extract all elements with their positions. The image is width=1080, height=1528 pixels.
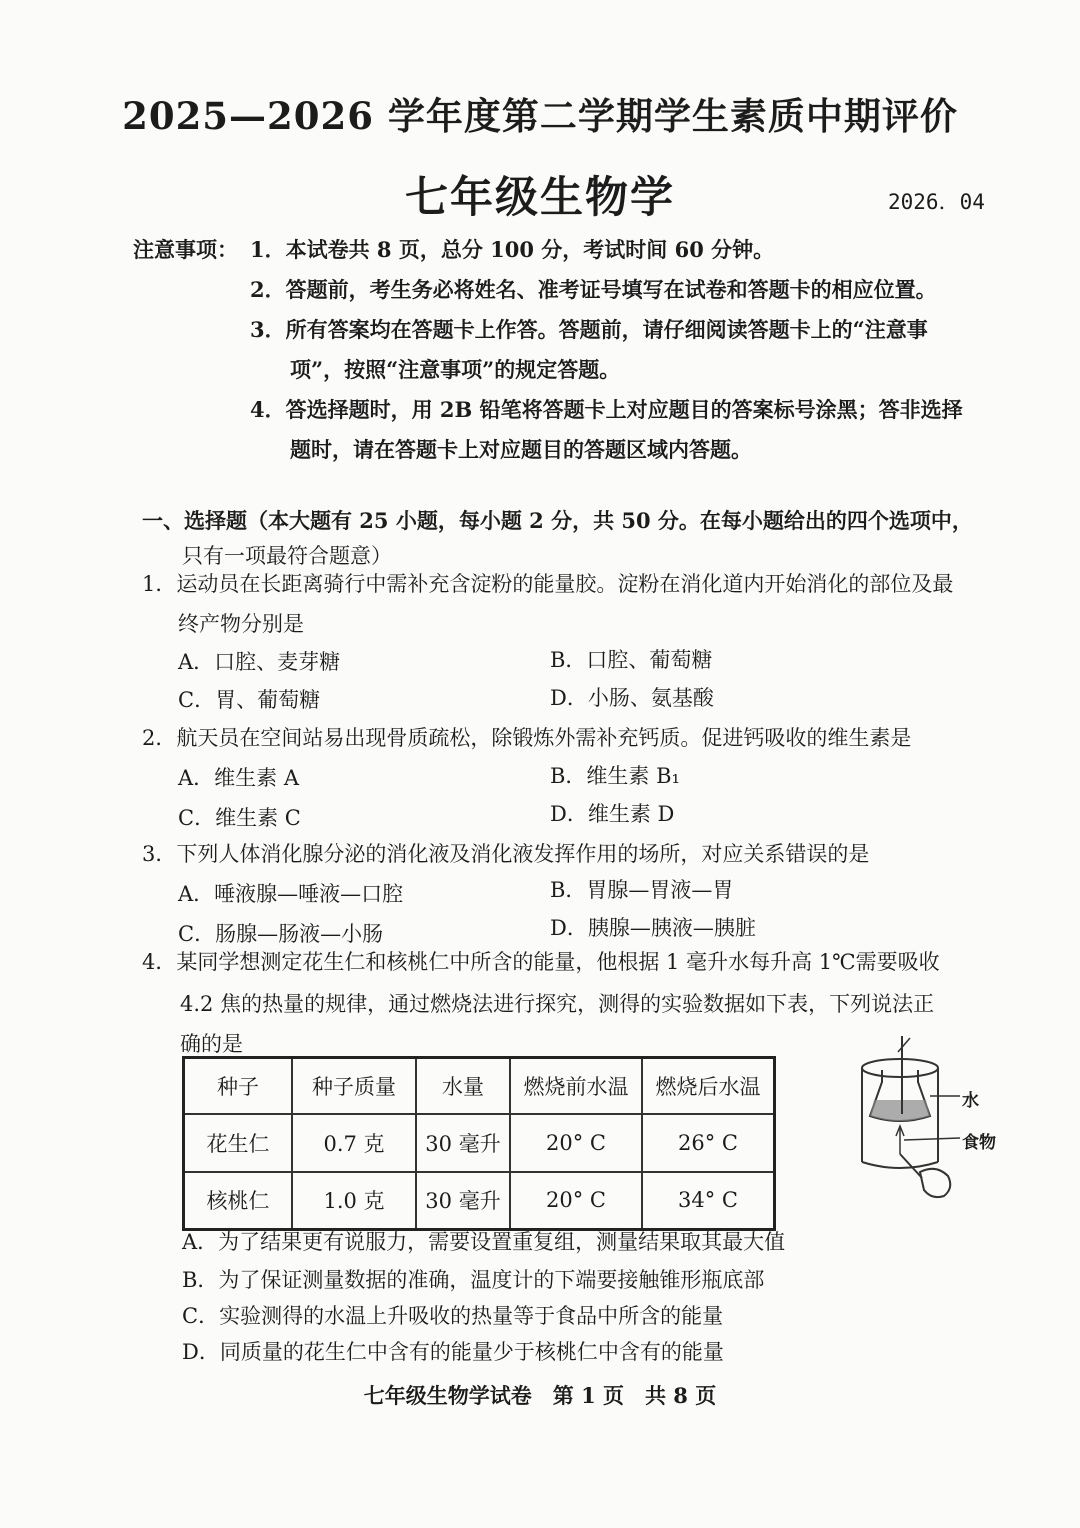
note-item-3-cont: 项”，按照“注意事项”的规定答题。 <box>290 357 621 382</box>
data-table <box>182 1056 776 1231</box>
table-cell: 30 毫升 <box>416 1172 510 1230</box>
section-heading-line2: 只有一项最符合题意） <box>182 544 392 568</box>
question-4-line2: 4.2 焦的热量的规律，通过燃烧法进行探究，测得的实验数据如下表，下列说法正 <box>180 992 935 1016</box>
table-cell: 核桃仁 <box>184 1172 293 1230</box>
exam-title: 2025—2026 学年度第二学期学生素质中期评价 <box>122 94 958 138</box>
burning-experiment-figure <box>840 1030 1020 1210</box>
exam-date: 2026．04 <box>888 190 985 214</box>
question-1-option-c: C．胃、葡萄糖 <box>178 688 321 712</box>
notes-label: 注意事项： <box>133 237 238 262</box>
question-3-option-a: A．唾液腺—唾液—口腔 <box>178 882 404 906</box>
question-2-option-d: D．维生素 D <box>550 802 675 826</box>
question-1-option-b: B．口腔、葡萄糖 <box>550 648 713 672</box>
question-4-option-c: C．实验测得的水温上升吸收的热量等于食品中所含的能量 <box>182 1304 724 1328</box>
table-cell: 30 毫升 <box>416 1114 510 1172</box>
figure-label-food: 食物 <box>962 1133 996 1153</box>
question-4-line3: 确的是 <box>180 1032 243 1056</box>
table-cell: 26° C <box>642 1114 775 1172</box>
question-1-line1: 1．运动员在长距离骑行中需补充含淀粉的能量胶。淀粉在消化道内开始消化的部位及最 <box>142 572 954 596</box>
section-heading <box>142 505 973 535</box>
question-3-option-d: D．胰腺—胰液—胰脏 <box>550 916 756 940</box>
table-header: 燃烧后水温 <box>642 1058 775 1114</box>
question-1-option-a: A．口腔、麦芽糖 <box>178 650 341 674</box>
table-cell: 1.0 克 <box>292 1172 416 1230</box>
table-cell: 0.7 克 <box>292 1114 416 1172</box>
section-heading-line1: 一、选择题（本大题有 25 小题，每小题 2 分，共 50 分。在每小题给出的四个选项中， <box>142 508 973 533</box>
note-item-2: 2．答题前，考生务必将姓名、准考证号填写在试卷和答题卡的相应位置。 <box>250 277 937 302</box>
table-row <box>184 1114 775 1172</box>
question-2-option-a: A．维生素 A <box>178 766 300 790</box>
page-footer: 七年级生物学试卷 第 1 页 共 8 页 <box>363 1383 717 1408</box>
exam-subject: 七年级生物学 <box>405 173 675 223</box>
question-4-option-a: A．为了结果更有说服力，需要设置重复组，测量结果取其最大值 <box>182 1230 786 1254</box>
figure-label-water: 水 <box>962 1091 979 1111</box>
table-cell: 34° C <box>642 1172 775 1230</box>
table-cell: 20° C <box>510 1114 642 1172</box>
question-3-line1: 3．下列人体消化腺分泌的消化液及消化液发挥作用的场所，对应关系错误的是 <box>142 842 870 866</box>
question-4-option-d: D．同质量的花生仁中含有的能量少于核桃仁中含有的能量 <box>182 1340 724 1364</box>
note-item-4-cont: 题时，请在答题卡上对应题目的答题区域内答题。 <box>290 437 752 462</box>
question-1-option-d: D．小肠、氨基酸 <box>550 686 714 710</box>
table-row <box>184 1172 775 1230</box>
question-2-line1: 2．航天员在空间站易出现骨质疏松，除锻炼外需补充钙质。促进钙吸收的维生素是 <box>142 726 912 750</box>
question-3-option-c: C．肠腺—肠液—小肠 <box>178 922 384 946</box>
note-item-3: 3．所有答案均在答题卡上作答。答题前，请仔细阅读答题卡上的“注意事 <box>250 317 928 342</box>
table-header: 种子质量 <box>292 1058 416 1114</box>
table-header: 水量 <box>416 1058 510 1114</box>
table-cell: 20° C <box>510 1172 642 1230</box>
table-cell: 花生仁 <box>184 1114 293 1172</box>
question-2-option-b: B．维生素 B₁ <box>550 764 680 788</box>
question-4-line1: 4．某同学想测定花生仁和核桃仁中所含的能量，他根据 1 毫升水每升高 1℃需要吸收 <box>142 950 940 974</box>
question-3-option-b: B．胃腺—胃液—胃 <box>550 878 734 902</box>
question-2-option-c: C．维生素 C <box>178 806 301 830</box>
note-item-1: 1．本试卷共 8 页，总分 100 分，考试时间 60 分钟。 <box>250 237 775 262</box>
table-header: 燃烧前水温 <box>510 1058 642 1114</box>
question-4-option-b: B．为了保证测量数据的准确，温度计的下端要接触锥形瓶底部 <box>182 1268 765 1292</box>
table-header: 种子 <box>184 1058 293 1114</box>
note-item-4: 4．答选择题时，用 2B 铅笔将答题卡上对应题目的答案标号涂黑；答非选择 <box>250 397 963 422</box>
question-1-line2: 终产物分别是 <box>178 612 304 636</box>
